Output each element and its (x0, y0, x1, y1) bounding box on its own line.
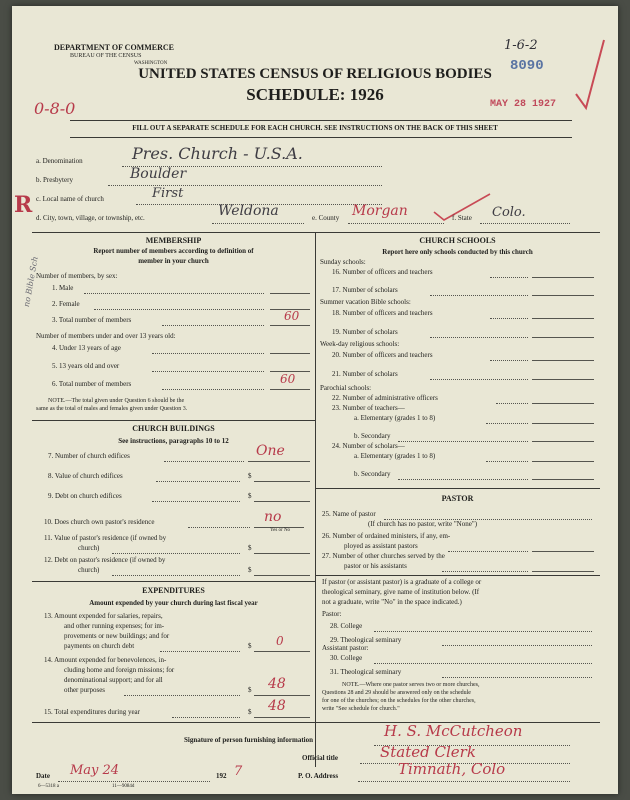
q29-label: 29. Theological seminary (330, 636, 402, 644)
q24b-answer-line[interactable] (532, 479, 594, 480)
q14-line-3: denominational support; and for all (64, 676, 163, 684)
q13-line-4: payments on church debt (64, 642, 135, 650)
q16-answer-line[interactable] (532, 277, 594, 278)
stamp-number: 8090 (510, 58, 544, 74)
q23b-answer-line[interactable] (532, 441, 594, 442)
schools-heading: CHURCH SCHOOLS (419, 236, 496, 245)
q7-dots (164, 461, 244, 462)
q23a-label: a. Elementary (grades 1 to 8) (354, 414, 436, 422)
presbytery-value[interactable]: Boulder (130, 166, 187, 182)
q6-answer-line[interactable] (270, 389, 310, 390)
q13-line-1: 13. Amount expended for salaries, repairs, (44, 612, 163, 620)
signature-label: Signature of person furnishing information (184, 736, 313, 744)
membership-heading: MEMBERSHIP (145, 236, 202, 245)
q7-label: 7. Number of church edifices (48, 452, 130, 460)
q10-label: 10. Does church own pastor's residence (44, 518, 155, 526)
q23-label: 23. Number of teachers— (332, 404, 405, 412)
q21-dots (430, 379, 528, 380)
church-name-label: c. Local name of church (36, 195, 104, 203)
q1-dots (84, 293, 264, 294)
q8-label: 8. Value of church edifices (48, 472, 123, 480)
q12-dollar: $ (248, 566, 252, 574)
q18-dots (490, 318, 528, 319)
q12-label-1: 12. Debt on pastor's residence (if owned by (44, 556, 166, 564)
buildings-sub: See instructions, paragraphs 10 to 12 (118, 437, 229, 445)
schedule-title: SCHEDULE: 1926 (246, 85, 384, 104)
q1-answer-line[interactable] (270, 293, 310, 294)
q4-answer-line[interactable] (270, 353, 310, 354)
q27-dots (442, 571, 528, 572)
form-code: 6—5318 a (38, 784, 59, 789)
rule-buildings (32, 420, 315, 421)
q24a-answer-line[interactable] (532, 461, 594, 462)
graduate-note-2: theological seminary, give name of institution below. (If (322, 588, 480, 596)
age-intro-label: Number of members under and over 13 years old: (36, 332, 176, 340)
margin-note: no Bible Sch (22, 255, 40, 308)
county-line (348, 223, 444, 224)
q17-answer-line[interactable] (532, 295, 594, 296)
signature-value[interactable]: H. S. McCutcheon (384, 722, 523, 740)
q26-answer-line[interactable] (532, 551, 594, 552)
membership-note-2: same as the total of males and females given under Question 3. (36, 406, 188, 412)
r-mark: R (14, 192, 33, 218)
pastor-note-2: Questions 28 and 29 should be answered only on the schedule (322, 690, 471, 696)
denomination-label: a. Denomination (36, 157, 83, 165)
city-label: d. City, town, village, or township, etc. (36, 214, 145, 222)
q3-answer-line[interactable] (270, 325, 310, 326)
pastor-heading: PASTOR (441, 494, 474, 503)
graduate-note-1: If pastor (or assistant pastor) is a graduate of a college or (322, 578, 482, 586)
pastor-sub-label: Pastor: (322, 610, 342, 618)
q27-answer-line[interactable] (532, 571, 594, 572)
city-line: WASHINGTON (134, 61, 168, 66)
q31-answer-line[interactable] (442, 677, 592, 678)
schools-sub: Report here only schools conducted by this church (382, 248, 533, 256)
q26-label-1: 26. Number of ordained ministers, if any, em- (322, 532, 451, 540)
expenditures-sub: Amount expended by your church during last fiscal year (89, 599, 258, 607)
summer-schools-label: Summer vacation Bible schools: (320, 298, 411, 306)
check-mark-icon (572, 36, 608, 111)
q15-value[interactable]: 48 (268, 698, 286, 714)
q14-value[interactable]: 48 (268, 676, 286, 692)
q16-label: 16. Number of officers and teachers (332, 268, 433, 276)
membership-note-1: NOTE.—The total given under Question 6 should be the (48, 398, 185, 404)
address-value[interactable]: Timnath, Colo (398, 760, 506, 778)
rule-pastor (315, 488, 600, 489)
q7-answer-line[interactable] (248, 461, 310, 462)
q28-label: 28. College (330, 622, 363, 630)
q11-label-1: 11. Value of pastor's residence (if owned by (44, 534, 167, 542)
q11-dots (112, 553, 240, 554)
q20-answer-line[interactable] (532, 360, 594, 361)
q11-label-2: church) (78, 544, 100, 552)
q13-value[interactable]: 0 (276, 634, 284, 648)
assistant-pastor-label: Assistant pastor: (322, 644, 369, 652)
q12-dots (112, 575, 240, 576)
q13-dollar: $ (248, 642, 252, 650)
q2-dots (94, 309, 264, 310)
year-prefix: 192 (216, 772, 227, 780)
q9-dollar: $ (248, 492, 252, 500)
q24a-label: a. Elementary (grades 1 to 8) (354, 452, 436, 460)
q24b-label: b. Secondary (354, 470, 391, 478)
q8-dollar: $ (248, 472, 252, 480)
q4-dots (152, 353, 264, 354)
q20-dots (490, 360, 528, 361)
q19-label: 19. Number of scholars (332, 328, 398, 336)
q18-answer-line[interactable] (532, 318, 594, 319)
membership-sub-1: Report number of members according to definition of (93, 247, 254, 255)
membership-sub-2: member in your church (138, 257, 209, 265)
census-schedule-sheet (12, 6, 618, 794)
rule-table-top (32, 232, 600, 233)
q9-answer-line[interactable] (254, 501, 310, 502)
buildings-heading: CHURCH BUILDINGS (132, 424, 215, 433)
state-value[interactable]: Colo. (492, 205, 526, 220)
q12-answer-line[interactable] (254, 575, 310, 576)
q25-label: 25. Name of pastor (322, 510, 376, 518)
date-label: Date (36, 772, 50, 780)
q9-label: 9. Debt on church edifices (48, 492, 122, 500)
q18-label: 18. Number of officers and teachers (332, 309, 433, 317)
q16-dots (490, 277, 528, 278)
q27-label-1: 27. Number of other churches served by the (322, 552, 445, 560)
city-line (212, 223, 304, 224)
q30-answer-line[interactable] (374, 663, 592, 664)
q24b-dots (398, 479, 528, 480)
q9-dots (152, 501, 240, 502)
q21-label: 21. Number of scholars (332, 370, 398, 378)
q17-label: 17. Number of scholars (332, 286, 398, 294)
city-value[interactable]: Weldona (218, 203, 279, 219)
q3-value[interactable]: 60 (284, 309, 300, 323)
q11-answer-line[interactable] (254, 553, 310, 554)
year-value[interactable]: 7 (234, 764, 243, 779)
church-name-value[interactable]: First (152, 186, 184, 201)
date-value[interactable]: May 24 (70, 763, 120, 778)
q4-label: 4. Under 13 years of age (52, 344, 121, 352)
q15-label: 15. Total expenditures during year (44, 708, 140, 716)
pastor-note-3: for one of the churches; on the schedules for the other churches, (322, 698, 476, 704)
q7-value[interactable]: One (256, 443, 285, 459)
q20-label: 20. Number of officers and teachers (332, 351, 433, 359)
q14-line-2: cluding home and foreign missions; for (64, 666, 175, 674)
date-line[interactable] (58, 781, 210, 782)
pastor-note-4: write "See schedule for church." (322, 706, 400, 712)
q5-label: 5. 13 years old and over (52, 362, 120, 370)
department-line: DEPARTMENT OF COMMERCE (54, 43, 175, 52)
q6-label: 6. Total number of members (52, 380, 132, 388)
q26-label-2: ployed as assistant pastors (344, 542, 418, 550)
q6-value[interactable]: 60 (280, 372, 296, 386)
q15-answer-line[interactable] (254, 717, 310, 718)
bureau-line: BUREAU OF THE CENSUS (70, 53, 142, 59)
address-line[interactable] (358, 781, 570, 782)
q17-dots (430, 295, 528, 296)
sunday-schools-label: Sunday schools: (320, 258, 366, 266)
q24a-dots (486, 461, 528, 462)
q22-label: 22. Number of administrative officers (332, 394, 438, 402)
pastor-note-1: NOTE.—Where one pastor serves two or more churches, (342, 682, 480, 688)
q14-answer-line[interactable] (254, 695, 310, 696)
q13-line-3: provements or new buildings; and for (64, 632, 170, 640)
q3-dots (162, 325, 264, 326)
presbytery-line (108, 185, 382, 186)
rule-instruction (70, 137, 572, 138)
weekday-schools-label: Week-day religious schools: (320, 340, 400, 348)
q23b-label: b. Secondary (354, 432, 391, 440)
q25-note: (If church has no pastor, write "None") (368, 520, 478, 528)
q1-label: 1. Male (52, 284, 74, 292)
expenditures-heading: EXPENDITURES (142, 586, 205, 595)
q14-line-4: other purposes (64, 686, 106, 694)
q14-dots (124, 695, 240, 696)
q8-dots (156, 481, 240, 482)
q23a-dots (486, 423, 528, 424)
stamp-date: MAY 28 1927 (490, 99, 557, 110)
left-code: 0-8-0 (34, 99, 76, 118)
official-title-label: Official title (302, 754, 338, 762)
q26-dots (448, 551, 528, 552)
q30-label: 30. College (330, 654, 363, 662)
official-title-value[interactable]: Stated Clerk (380, 743, 476, 761)
q10-dots (188, 527, 250, 528)
presbytery-label: b. Presbytery (36, 176, 73, 184)
q19-answer-line[interactable] (532, 337, 594, 338)
q8-answer-line[interactable] (254, 481, 310, 482)
q5-dots (152, 371, 264, 372)
q6-dots (162, 389, 264, 390)
county-value[interactable]: Morgan (352, 203, 408, 219)
q13-answer-line[interactable] (254, 651, 310, 652)
print-code: 11—9084d (112, 784, 135, 789)
graduate-note-3: not a graduate, write "No" in the space indicated.) (322, 598, 462, 606)
yes-no-hint: Yes or No (270, 528, 291, 533)
rule-top (70, 120, 572, 121)
q29-answer-line[interactable] (442, 645, 592, 646)
members-by-sex-label: Number of members, by sex: (36, 272, 118, 280)
q31-label: 31. Theological seminary (330, 668, 402, 676)
q15-dots (172, 717, 240, 718)
denomination-value[interactable]: Pres. Church - U.S.A. (132, 144, 303, 163)
state-line (480, 223, 570, 224)
separate-schedule-instruction: FILL OUT A SEPARATE SCHEDULE FOR EACH CHURCH. SEE INSTRUCTIONS ON THE BACK OF THIS SHEET (132, 124, 498, 132)
q28-answer-line[interactable] (374, 631, 592, 632)
q27-label-2: pastor or his assistants (344, 562, 407, 570)
q22-dots (496, 403, 528, 404)
q13-dots (160, 651, 240, 652)
q23a-answer-line[interactable] (532, 423, 594, 424)
q2-label: 2. Female (52, 300, 80, 308)
form-title: UNITED STATES CENSUS OF RELIGIOUS BODIES (138, 66, 492, 82)
q23b-dots (398, 441, 528, 442)
rule-expenditures (32, 581, 315, 582)
county-label: e. County (312, 214, 340, 222)
q15-dollar: $ (248, 708, 252, 716)
q12-label-2: church) (78, 566, 100, 574)
parochial-schools-label: Parochial schools: (320, 384, 372, 392)
q19-dots (430, 337, 528, 338)
q24-label: 24. Number of scholars— (332, 442, 405, 450)
q14-line-1: 14. Amount expended for benevolences, in- (44, 656, 167, 664)
q10-value[interactable]: no (264, 509, 282, 525)
q22-answer-line[interactable] (532, 403, 594, 404)
address-label: P. O. Address (298, 772, 339, 780)
q11-dollar: $ (248, 544, 252, 552)
q14-dollar: $ (248, 686, 252, 694)
q21-answer-line[interactable] (532, 379, 594, 380)
state-label: f. State (452, 214, 472, 222)
q13-line-2: and other running expenses; for im- (64, 622, 165, 630)
q3-label: 3. Total number of members (52, 316, 132, 324)
rule-graduate (315, 575, 600, 576)
top-code: 1-6-2 (504, 38, 538, 53)
